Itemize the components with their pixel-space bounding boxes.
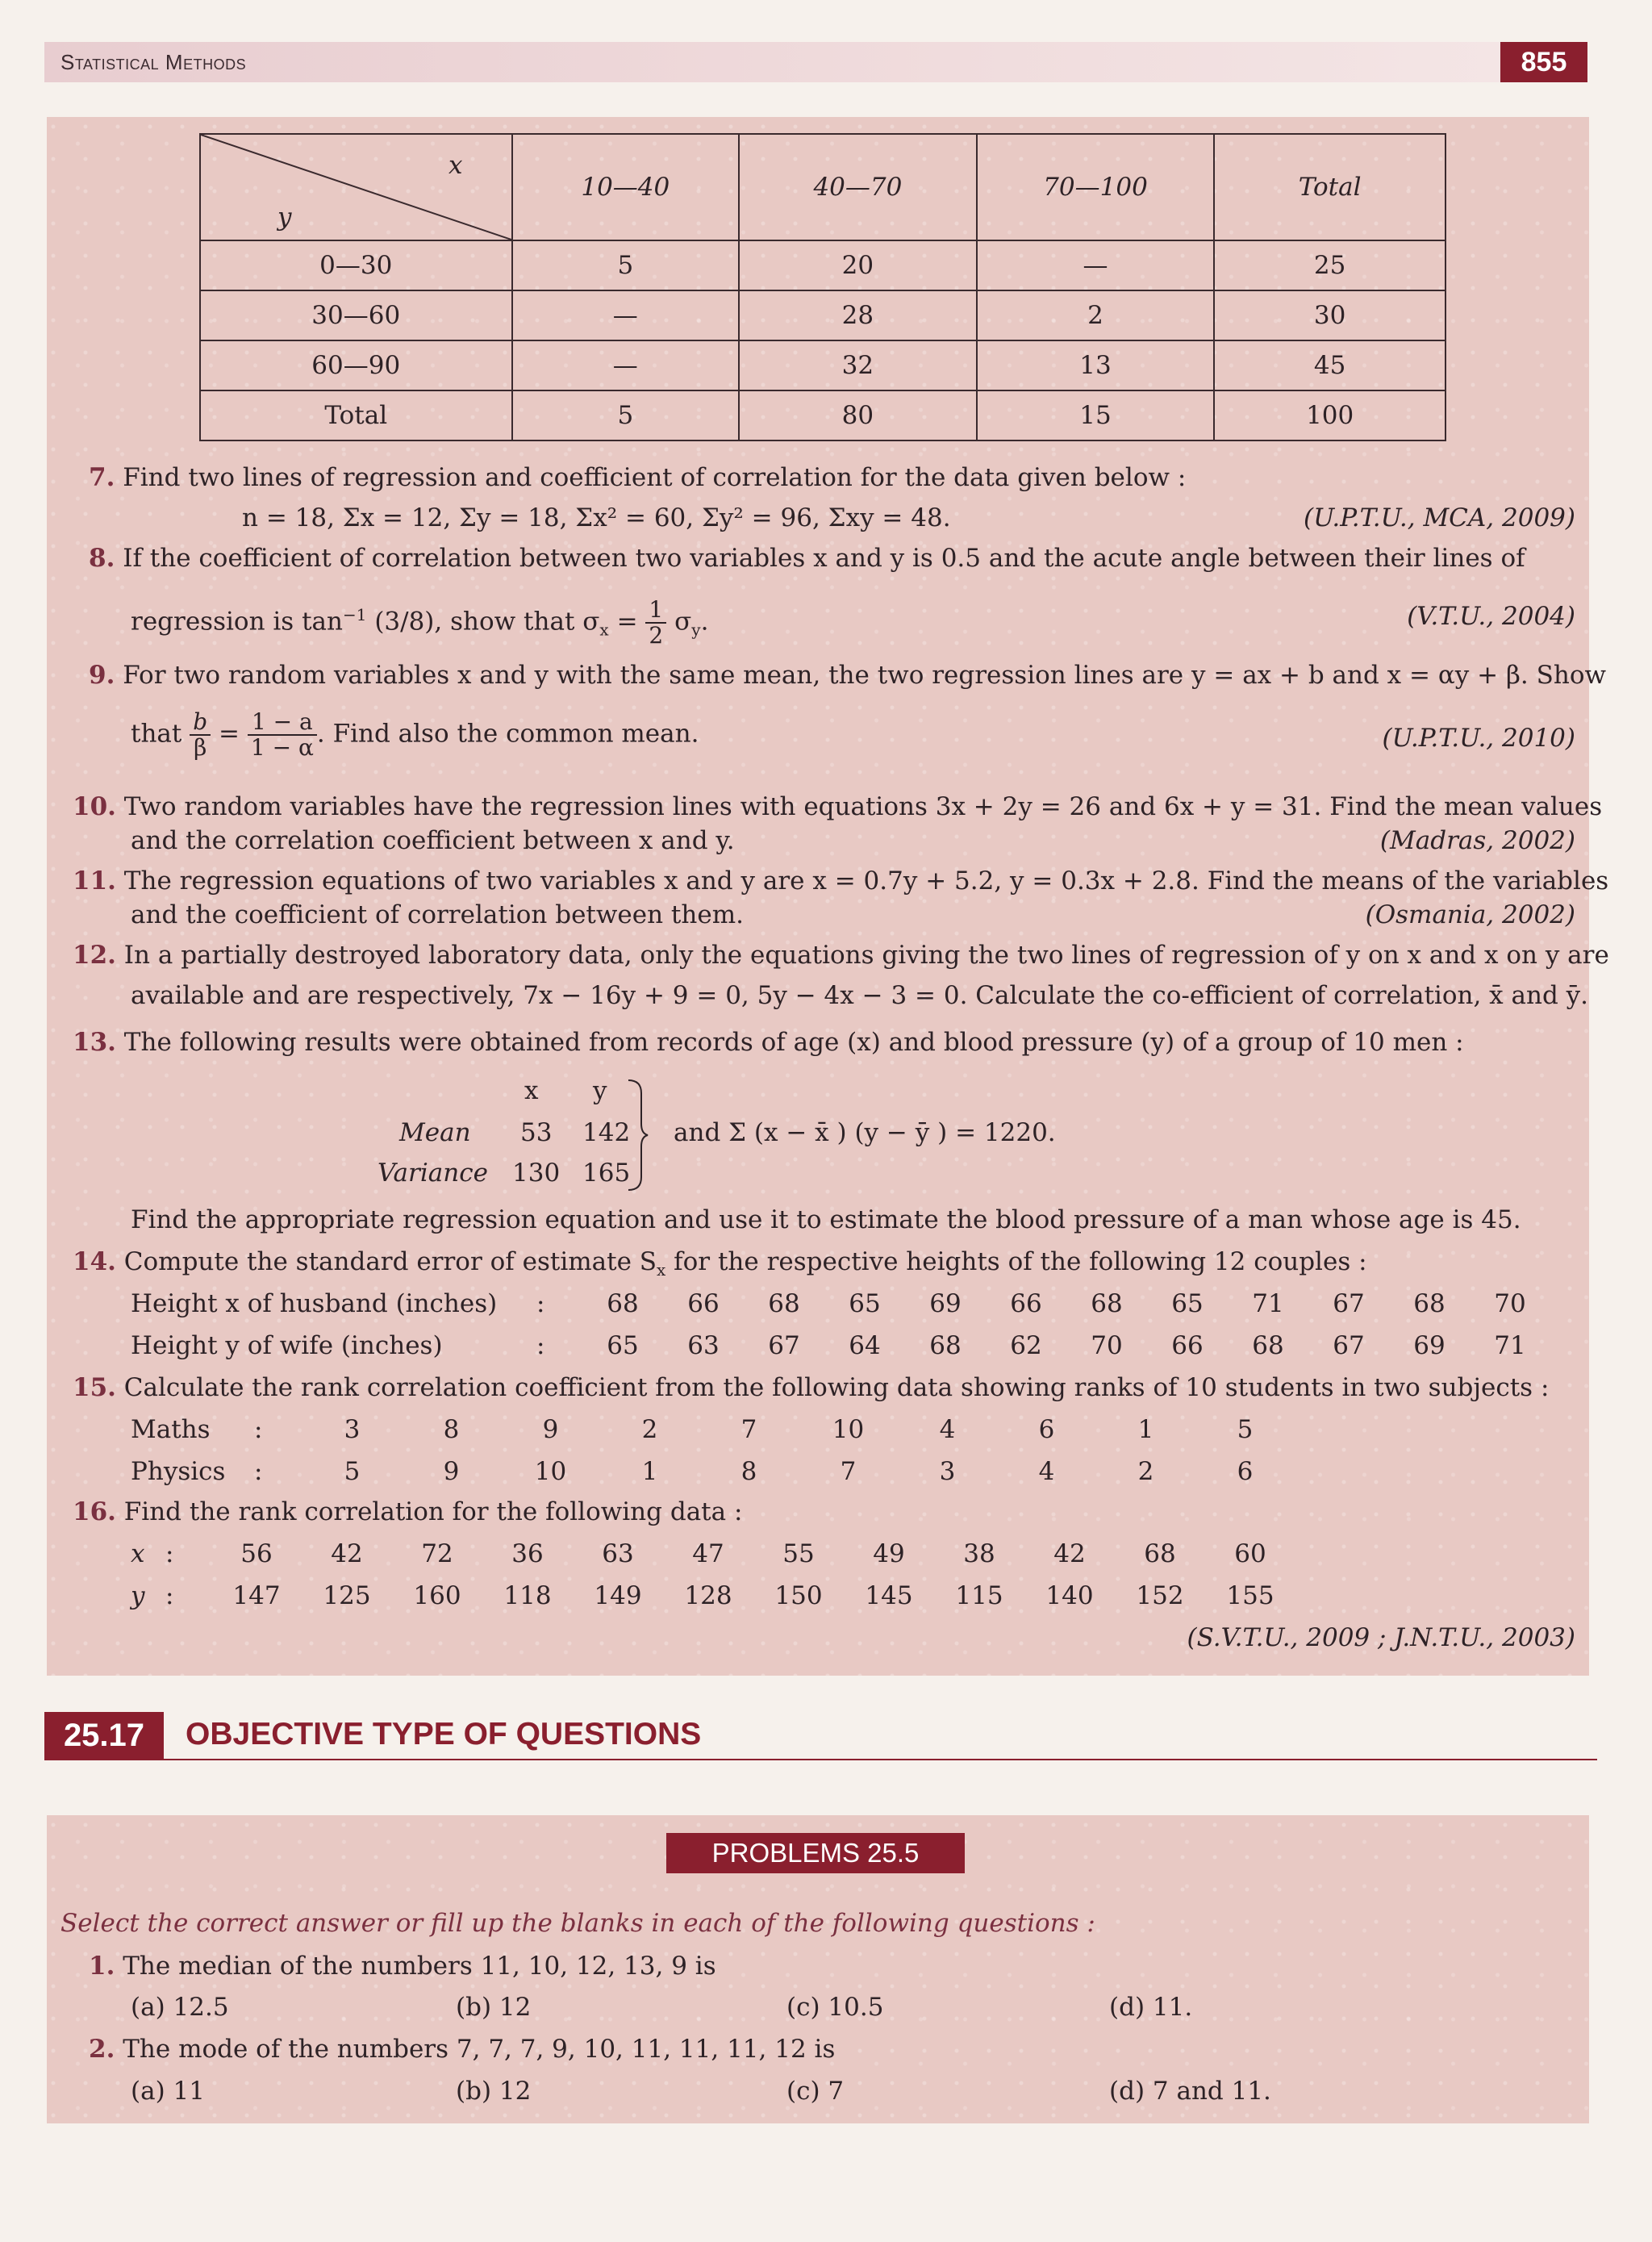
- value-cell: 70: [1091, 1331, 1123, 1360]
- husband-height-label: Height x of husband (inches): [131, 1289, 498, 1318]
- stats-head-y: y: [593, 1076, 607, 1105]
- subscript: x: [657, 1260, 666, 1280]
- value-cell: 128: [684, 1581, 732, 1610]
- y-label: y: [131, 1581, 145, 1610]
- value-cell: 149: [594, 1581, 642, 1610]
- table-cell: —: [512, 290, 740, 340]
- text-segment: regression is tan: [131, 607, 343, 637]
- header-bar: [44, 42, 1554, 82]
- problem-number: 11.: [73, 866, 116, 896]
- problem-text: If the coefficient of correlation between two variables x and y is 0.5 and the acute angle between their lines of: [123, 544, 1525, 573]
- value-cell: 67: [768, 1331, 800, 1360]
- problem-text: Compute the standard error of estimate S: [123, 1247, 657, 1276]
- mean-label: Mean: [399, 1118, 471, 1147]
- value-cell: 68: [1413, 1289, 1446, 1318]
- value-cell: 38: [963, 1539, 995, 1568]
- value-cell: 64: [849, 1331, 881, 1360]
- question-number: 2.: [89, 2035, 115, 2064]
- physics-label: Physics: [131, 1457, 226, 1486]
- page-number: 855: [1500, 42, 1587, 82]
- question-number: 1.: [89, 1952, 115, 1981]
- value-cell: 66: [1171, 1331, 1204, 1360]
- maths-ranks: [302, 1412, 1295, 1447]
- colon: :: [165, 1581, 174, 1610]
- value-cell: 60: [1234, 1539, 1266, 1568]
- variance-x: 130: [512, 1159, 561, 1188]
- fraction-denominator: β: [194, 734, 207, 761]
- value-cell: 49: [873, 1539, 905, 1568]
- section-title: OBJECTIVE TYPE OF QUESTIONS: [186, 1717, 702, 1751]
- table-cell: 15: [977, 390, 1215, 440]
- colon: :: [254, 1415, 263, 1444]
- problem-10: [73, 789, 1602, 825]
- table-corner-cell: [200, 134, 512, 240]
- text-segment: . Find also the common mean.: [316, 719, 699, 749]
- row-label: 30—60: [200, 290, 512, 340]
- rank-cell: 6: [1038, 1415, 1055, 1444]
- row-label: 60—90: [200, 340, 512, 390]
- wife-height-values: [582, 1328, 1550, 1363]
- table-cell: 30: [1214, 290, 1446, 340]
- value-cell: 65: [1171, 1289, 1204, 1318]
- value-cell: 42: [331, 1539, 363, 1568]
- table-cell: 2: [977, 290, 1215, 340]
- table-cell: 5: [512, 240, 740, 290]
- fraction-numerator: 1 − a: [248, 710, 317, 736]
- problem-number: 14.: [73, 1247, 116, 1276]
- row-label: 0—30: [200, 240, 512, 290]
- value-cell: 155: [1226, 1581, 1274, 1610]
- problem-number: 8.: [89, 544, 115, 573]
- option[interactable]: (b) 12: [456, 1993, 532, 2022]
- problem-11: [73, 863, 1608, 899]
- table-header-row: [200, 134, 1446, 240]
- problem-14: [73, 1244, 1367, 1288]
- value-cell: 42: [1053, 1539, 1086, 1568]
- problem-8: [89, 541, 1525, 576]
- problem-text: The following results were obtained from records of age (x) and blood pressure (y) of a group of 10 men :: [123, 1028, 1464, 1057]
- problem-text: Find two lines of regression and coefficient of correlation for the data given below :: [123, 463, 1187, 492]
- value-cell: 150: [774, 1581, 823, 1610]
- fraction-numerator: 1: [645, 598, 666, 624]
- subscript: y: [691, 620, 701, 640]
- value-cell: 68: [607, 1289, 639, 1318]
- problem-number: 13.: [73, 1028, 116, 1057]
- table-cell: 100: [1214, 390, 1446, 440]
- table-cell: 25: [1214, 240, 1446, 290]
- equals-sign: =: [219, 719, 240, 749]
- value-cell: 160: [413, 1581, 461, 1610]
- rank-cell: 8: [443, 1415, 460, 1444]
- section-number: 25.17: [44, 1712, 164, 1759]
- text-segment: σ: [674, 607, 692, 637]
- option[interactable]: (c) 10.5: [786, 1993, 884, 2022]
- problem-8-reference: (V.T.U., 2004): [1407, 602, 1575, 631]
- fraction: [248, 710, 317, 760]
- value-cell: 71: [1494, 1331, 1526, 1360]
- husband-height-values: [582, 1286, 1550, 1321]
- problem-11-line-2: and the coefficient of correlation between them.: [131, 900, 744, 929]
- rank-cell: 6: [1237, 1457, 1254, 1486]
- problem-text: Two random variables have the regression lines with equations 3x + 2y = 26 and 6x + y = 31. Find the mean values: [123, 792, 1603, 821]
- problem-12: [73, 937, 1609, 973]
- rank-cell: 9: [542, 1415, 559, 1444]
- value-cell: 68: [1144, 1539, 1176, 1568]
- column-header: 40—70: [739, 134, 977, 240]
- value-cell: 65: [607, 1331, 639, 1360]
- fraction-denominator: 1 − α: [250, 734, 314, 761]
- table-cell: 20: [739, 240, 977, 290]
- rank-cell: 1: [641, 1457, 658, 1486]
- value-cell: 56: [240, 1539, 273, 1568]
- problem-number: 16.: [73, 1497, 116, 1526]
- rank-cell: 10: [534, 1457, 567, 1486]
- value-cell: 69: [929, 1289, 962, 1318]
- table-cell: 13: [977, 340, 1215, 390]
- value-cell: 70: [1494, 1289, 1526, 1318]
- instruction: Select the correct answer or fill up the blanks in each of the following questions :: [60, 1909, 1095, 1938]
- value-cell: 67: [1333, 1331, 1365, 1360]
- table-cell: 28: [739, 290, 977, 340]
- corner-y-label: y: [277, 202, 292, 232]
- x-values: [211, 1536, 1295, 1572]
- rank-cell: 3: [939, 1457, 956, 1486]
- equals-sign: =: [616, 607, 638, 637]
- option[interactable]: (b) 12: [456, 2077, 532, 2106]
- problem-number: 12.: [73, 941, 116, 970]
- problem-text: For two random variables x and y with the same mean, the two regression lines are y = ax + b and x = αy + β. Show: [123, 661, 1607, 690]
- value-cell: 69: [1413, 1331, 1446, 1360]
- problem-13-question: Find the appropriate regression equation and use it to estimate the blood pressure of a man whose age is 45.: [131, 1205, 1521, 1234]
- superscript: −1: [342, 605, 367, 624]
- problem-number: 7.: [89, 463, 115, 492]
- rank-cell: 8: [740, 1457, 757, 1486]
- section-heading: [44, 1712, 1597, 1760]
- table-row: [200, 240, 1446, 290]
- problem-16-reference: (S.V.T.U., 2009 ; J.N.T.U., 2003): [1187, 1623, 1575, 1652]
- value-cell: 140: [1045, 1581, 1094, 1610]
- corner-x-label: x: [448, 151, 463, 180]
- stats-head-x: x: [524, 1076, 539, 1105]
- variance-y: 165: [582, 1159, 631, 1188]
- physics-ranks: [302, 1454, 1295, 1489]
- problem-13: [73, 1025, 1464, 1060]
- table-cell: 80: [739, 390, 977, 440]
- wife-height-label: Height y of wife (inches): [131, 1331, 443, 1360]
- value-cell: 145: [865, 1581, 913, 1610]
- problem-7-data: n = 18, Σx = 12, Σy = 18, Σx² = 60, Σy² = 96, Σxy = 48.: [242, 503, 951, 532]
- value-cell: 68: [929, 1331, 962, 1360]
- right-brace: [625, 1077, 649, 1194]
- rank-cell: 1: [1137, 1415, 1154, 1444]
- problem-15: [73, 1370, 1549, 1405]
- value-cell: 63: [687, 1331, 720, 1360]
- y-values: [211, 1578, 1295, 1614]
- problem-number: 10.: [73, 792, 116, 821]
- sum-product-expression: and Σ (x − x̄ ) (y − ȳ ) = 1220.: [674, 1118, 1056, 1147]
- value-cell: 72: [421, 1539, 453, 1568]
- value-cell: 63: [602, 1539, 634, 1568]
- rank-cell: 5: [1237, 1415, 1254, 1444]
- value-cell: 68: [1252, 1331, 1284, 1360]
- column-header: 10—40: [512, 134, 740, 240]
- column-header: 70—100: [977, 134, 1215, 240]
- bivariate-table: [199, 133, 1446, 441]
- colon: :: [536, 1331, 545, 1360]
- table-row: [200, 290, 1446, 340]
- rank-cell: 2: [641, 1415, 658, 1444]
- value-cell: 71: [1252, 1289, 1284, 1318]
- rank-cell: 7: [740, 1415, 757, 1444]
- problem-12-line-2: available and are respectively, 7x − 16y + 9 = 0, 5y − 4x − 3 = 0. Calculate the co-efficient of correlation, x̄ and ȳ.: [131, 981, 1589, 1010]
- problem-11-reference: (Osmania, 2002): [1365, 900, 1575, 929]
- option[interactable]: (a) 12.5: [131, 1993, 229, 2022]
- problem-8-line-2: regression is $\tan^{-1} (3/8)$, show that $\sigma_x$ = $\frac{1}{2}$ $\sigma_y$.: [131, 595, 709, 649]
- colon: :: [254, 1457, 263, 1486]
- value-cell: 115: [955, 1581, 1003, 1610]
- value-cell: 62: [1010, 1331, 1042, 1360]
- problem-text: In a partially destroyed laboratory data, only the equations giving the two lines of regression of y on x and x on y are: [123, 941, 1609, 970]
- value-cell: 68: [768, 1289, 800, 1318]
- problem-7: [89, 460, 1186, 495]
- rank-cell: 9: [443, 1457, 460, 1486]
- table-cell: 32: [739, 340, 977, 390]
- table-cell: 45: [1214, 340, 1446, 390]
- value-cell: 68: [1091, 1289, 1123, 1318]
- corner-diagonal: [201, 135, 511, 240]
- table-row: [200, 390, 1446, 440]
- problems-badge: PROBLEMS 25.5: [666, 1833, 965, 1873]
- option[interactable]: (d) 7 and 11.: [1109, 2077, 1271, 2106]
- x-label: x: [131, 1539, 145, 1568]
- question-1: [89, 1948, 716, 1984]
- problem-9: [89, 658, 1606, 693]
- value-cell: 66: [687, 1289, 720, 1318]
- variance-label: Variance: [378, 1159, 488, 1188]
- problem-text: for the respective heights of the following 12 couples :: [665, 1247, 1367, 1276]
- problem-10-reference: (Madras, 2002): [1379, 826, 1575, 855]
- table-cell: —: [512, 340, 740, 390]
- problem-10-line-2: and the correlation coefficient between x and y.: [131, 826, 735, 855]
- rank-cell: 5: [344, 1457, 361, 1486]
- table-cell: —: [977, 240, 1215, 290]
- option[interactable]: (c) 7: [786, 2077, 845, 2106]
- question-2: [89, 2031, 835, 2067]
- table-row: [200, 340, 1446, 390]
- fraction: [645, 595, 666, 649]
- value-cell: 66: [1010, 1289, 1042, 1318]
- column-header: Total: [1214, 134, 1446, 240]
- problem-9-line-2: [131, 710, 699, 760]
- colon: :: [536, 1289, 545, 1318]
- mean-y: 142: [582, 1118, 631, 1147]
- subscript: x: [599, 620, 609, 640]
- mean-x: 53: [520, 1118, 553, 1147]
- rank-cell: 4: [1038, 1457, 1055, 1486]
- problem-text: Calculate the rank correlation coefficient from the following data showing ranks of 10 students in two subjects :: [123, 1373, 1550, 1402]
- maths-label: Maths: [131, 1415, 211, 1444]
- value-cell: 147: [232, 1581, 281, 1610]
- rank-cell: 2: [1137, 1457, 1154, 1486]
- rank-cell: 4: [939, 1415, 956, 1444]
- text-segment: that: [131, 719, 182, 749]
- problem-text: The regression equations of two variables x and y are x = 0.7y + 5.2, y = 0.3x + 2.8. Find the means of the variables: [123, 866, 1609, 896]
- problem-number: 15.: [73, 1373, 116, 1402]
- question-text: The median of the numbers 11, 10, 12, 13, 9 is: [123, 1952, 716, 1981]
- problem-9-reference: (U.P.T.U., 2010): [1382, 724, 1575, 753]
- problem-text: Find the rank correlation for the following data :: [123, 1497, 743, 1526]
- rank-cell: 7: [840, 1457, 857, 1486]
- problem-number: 9.: [89, 661, 115, 690]
- problem-7-reference: (U.P.T.U., MCA, 2009): [1303, 503, 1575, 532]
- value-cell: 118: [503, 1581, 552, 1610]
- fraction: [190, 710, 211, 760]
- question-text: The mode of the numbers 7, 7, 7, 9, 10, 11, 11, 11, 12 is: [123, 2035, 836, 2064]
- table-cell: 5: [512, 390, 740, 440]
- option[interactable]: (d) 11.: [1109, 1993, 1193, 2022]
- fraction-numerator: b: [190, 710, 211, 736]
- value-cell: 67: [1333, 1289, 1365, 1318]
- row-label: Total: [200, 390, 512, 440]
- value-cell: 36: [511, 1539, 544, 1568]
- colon: :: [165, 1539, 174, 1568]
- value-cell: 55: [782, 1539, 815, 1568]
- text-segment: (3/8), show that σ: [366, 607, 600, 637]
- rank-cell: 3: [344, 1415, 361, 1444]
- value-cell: 47: [692, 1539, 724, 1568]
- value-cell: 152: [1136, 1581, 1184, 1610]
- value-cell: 65: [849, 1289, 881, 1318]
- fraction-denominator: 2: [649, 621, 664, 649]
- running-head: Statistical Methods: [60, 50, 247, 74]
- rank-cell: 10: [832, 1415, 865, 1444]
- value-cell: 125: [323, 1581, 371, 1610]
- problem-16: [73, 1494, 742, 1530]
- option[interactable]: (a) 11: [131, 2077, 205, 2106]
